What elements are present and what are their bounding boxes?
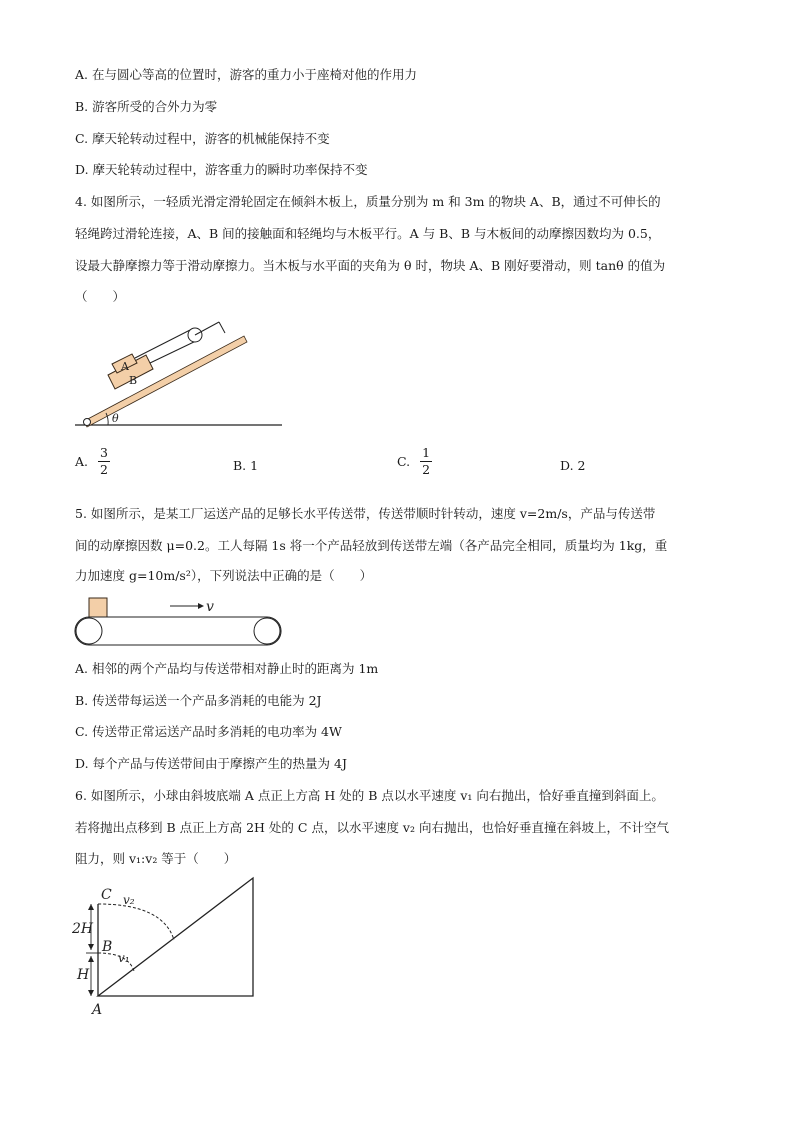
dim-2h-arrow-up <box>88 904 94 910</box>
right-roller <box>254 618 280 644</box>
q3-option-d: D. 摩天轮转动过程中，游客重力的瞬时功率保持不变 <box>75 162 368 177</box>
q4-options <box>75 445 715 489</box>
q5-option-c: C. 传送带正常运送产品时多消耗的电功率为 4W <box>75 724 342 739</box>
pulley-support <box>219 322 225 333</box>
fraction-numerator: 1 <box>422 445 431 460</box>
q4-stem-line-1: 4. 如图所示，一轻质光滑定滑轮固定在倾斜木板上，质量分别为 m 和 3m 的物块 A、B，通过不可伸长的 <box>75 194 661 209</box>
q5-option-d: D. 每个产品与传送带间由于摩擦产生的热量为 4J <box>75 756 347 771</box>
q4-option-c-label: C. <box>397 454 411 469</box>
q4-option-a <box>75 445 110 478</box>
inclined-board <box>84 336 247 427</box>
velocity-arrowhead <box>198 603 204 609</box>
dim-2h-arrow-down <box>88 944 94 950</box>
q3-option-a: A. 在与圆心等高的位置时，游客的重力小于座椅对他的作用力 <box>75 67 417 82</box>
q6-stem-line-3: 阻力，则 v₁:v₂ 等于（ ） <box>75 851 237 866</box>
fraction-three-halves <box>98 445 110 478</box>
left-roller <box>76 618 102 644</box>
height-h-label: H <box>77 967 90 983</box>
fraction-denominator: 2 <box>100 462 108 477</box>
board-hinge <box>84 419 91 426</box>
q5-option-b: B. 传送带每运送一个产品多消耗的电能为 2J <box>75 693 322 708</box>
slope-triangle <box>98 878 253 996</box>
fraction-numerator: 3 <box>100 445 108 460</box>
fraction-denominator: 2 <box>422 462 431 477</box>
q6-stem-line-1: 6. 如图所示，小球由斜坡底端 A 点正上方高 H 处的 B 点以水平速度 v₁ 向右抛出，恰好垂直撞到斜面上。 <box>75 788 664 803</box>
q5-stem-line-1: 5. 如图所示，是某工厂运送产品的足够长水平传送带，传送带顺时针转动，速度 v=2m/s，产品与传送带 <box>75 506 656 521</box>
dim-h-arrow-down <box>88 990 94 996</box>
rope-lower <box>150 340 198 363</box>
q4-option-a-label: A. <box>75 454 89 469</box>
q3-option-c: C. 摩天轮转动过程中，游客的机械能保持不变 <box>75 131 330 146</box>
trajectory-c <box>98 904 174 940</box>
block-a-label: A <box>121 360 129 373</box>
q5-conveyor-figure <box>70 594 290 650</box>
q4-option-d: D. 2 <box>560 458 586 473</box>
point-a-label: A <box>92 1002 103 1018</box>
q5-stem-line-3: 力加速度 g=10m/s²），下列说法中正确的是（ ） <box>75 568 373 583</box>
q3-option-b: B. 游客所受的合外力为零 <box>75 99 218 114</box>
q5-option-a: A. 相邻的两个产品均与传送带相对静止时的距离为 1m <box>75 661 379 676</box>
rope-upper <box>135 329 192 358</box>
q4-option-b: B. 1 <box>233 458 259 473</box>
q4-stem-line-4: （ ） <box>75 289 126 304</box>
v1-label: v₁ <box>118 951 130 965</box>
block-b-label: B <box>129 374 138 387</box>
q6-stem-line-2: 若将抛出点移到 B 点正上方高 2H 处的 C 点，以水平速度 v₂ 向右抛出，也恰好垂直撞在斜坡上，不计空气 <box>75 820 669 835</box>
point-c-label: C <box>101 887 112 903</box>
height-2h-label: 2H <box>72 921 94 937</box>
velocity-label: v <box>206 599 214 615</box>
product-box <box>89 598 107 617</box>
fraction-one-half <box>420 445 432 478</box>
q6-projectile-figure <box>68 876 263 1021</box>
q5-stem-line-2: 间的动摩擦因数 μ=0.2。工人每隔 1s 将一个产品轻放到传送带左端（各产品完全相同，质量均为 1kg，重 <box>75 538 668 553</box>
v2-label: v₂ <box>123 893 135 907</box>
q4-stem-line-2: 轻绳跨过滑轮连接，A、B 间的接触面和轻绳均与木板平行。A 与 B、B 与木板间的动摩擦因数均为 0.5， <box>75 226 661 241</box>
dim-h-arrow-up <box>88 956 94 962</box>
q4-stem-line-3: 设最大静摩擦力等于滑动摩擦力。当木板与水平面的夹角为 θ 时，物块 A、B 刚好要滑动，则 tanθ 的值为 <box>75 258 666 273</box>
q4-option-c <box>397 445 432 478</box>
point-b-label: B <box>102 939 113 955</box>
q4-incline-figure <box>70 318 290 433</box>
theta-label: θ <box>112 412 119 425</box>
